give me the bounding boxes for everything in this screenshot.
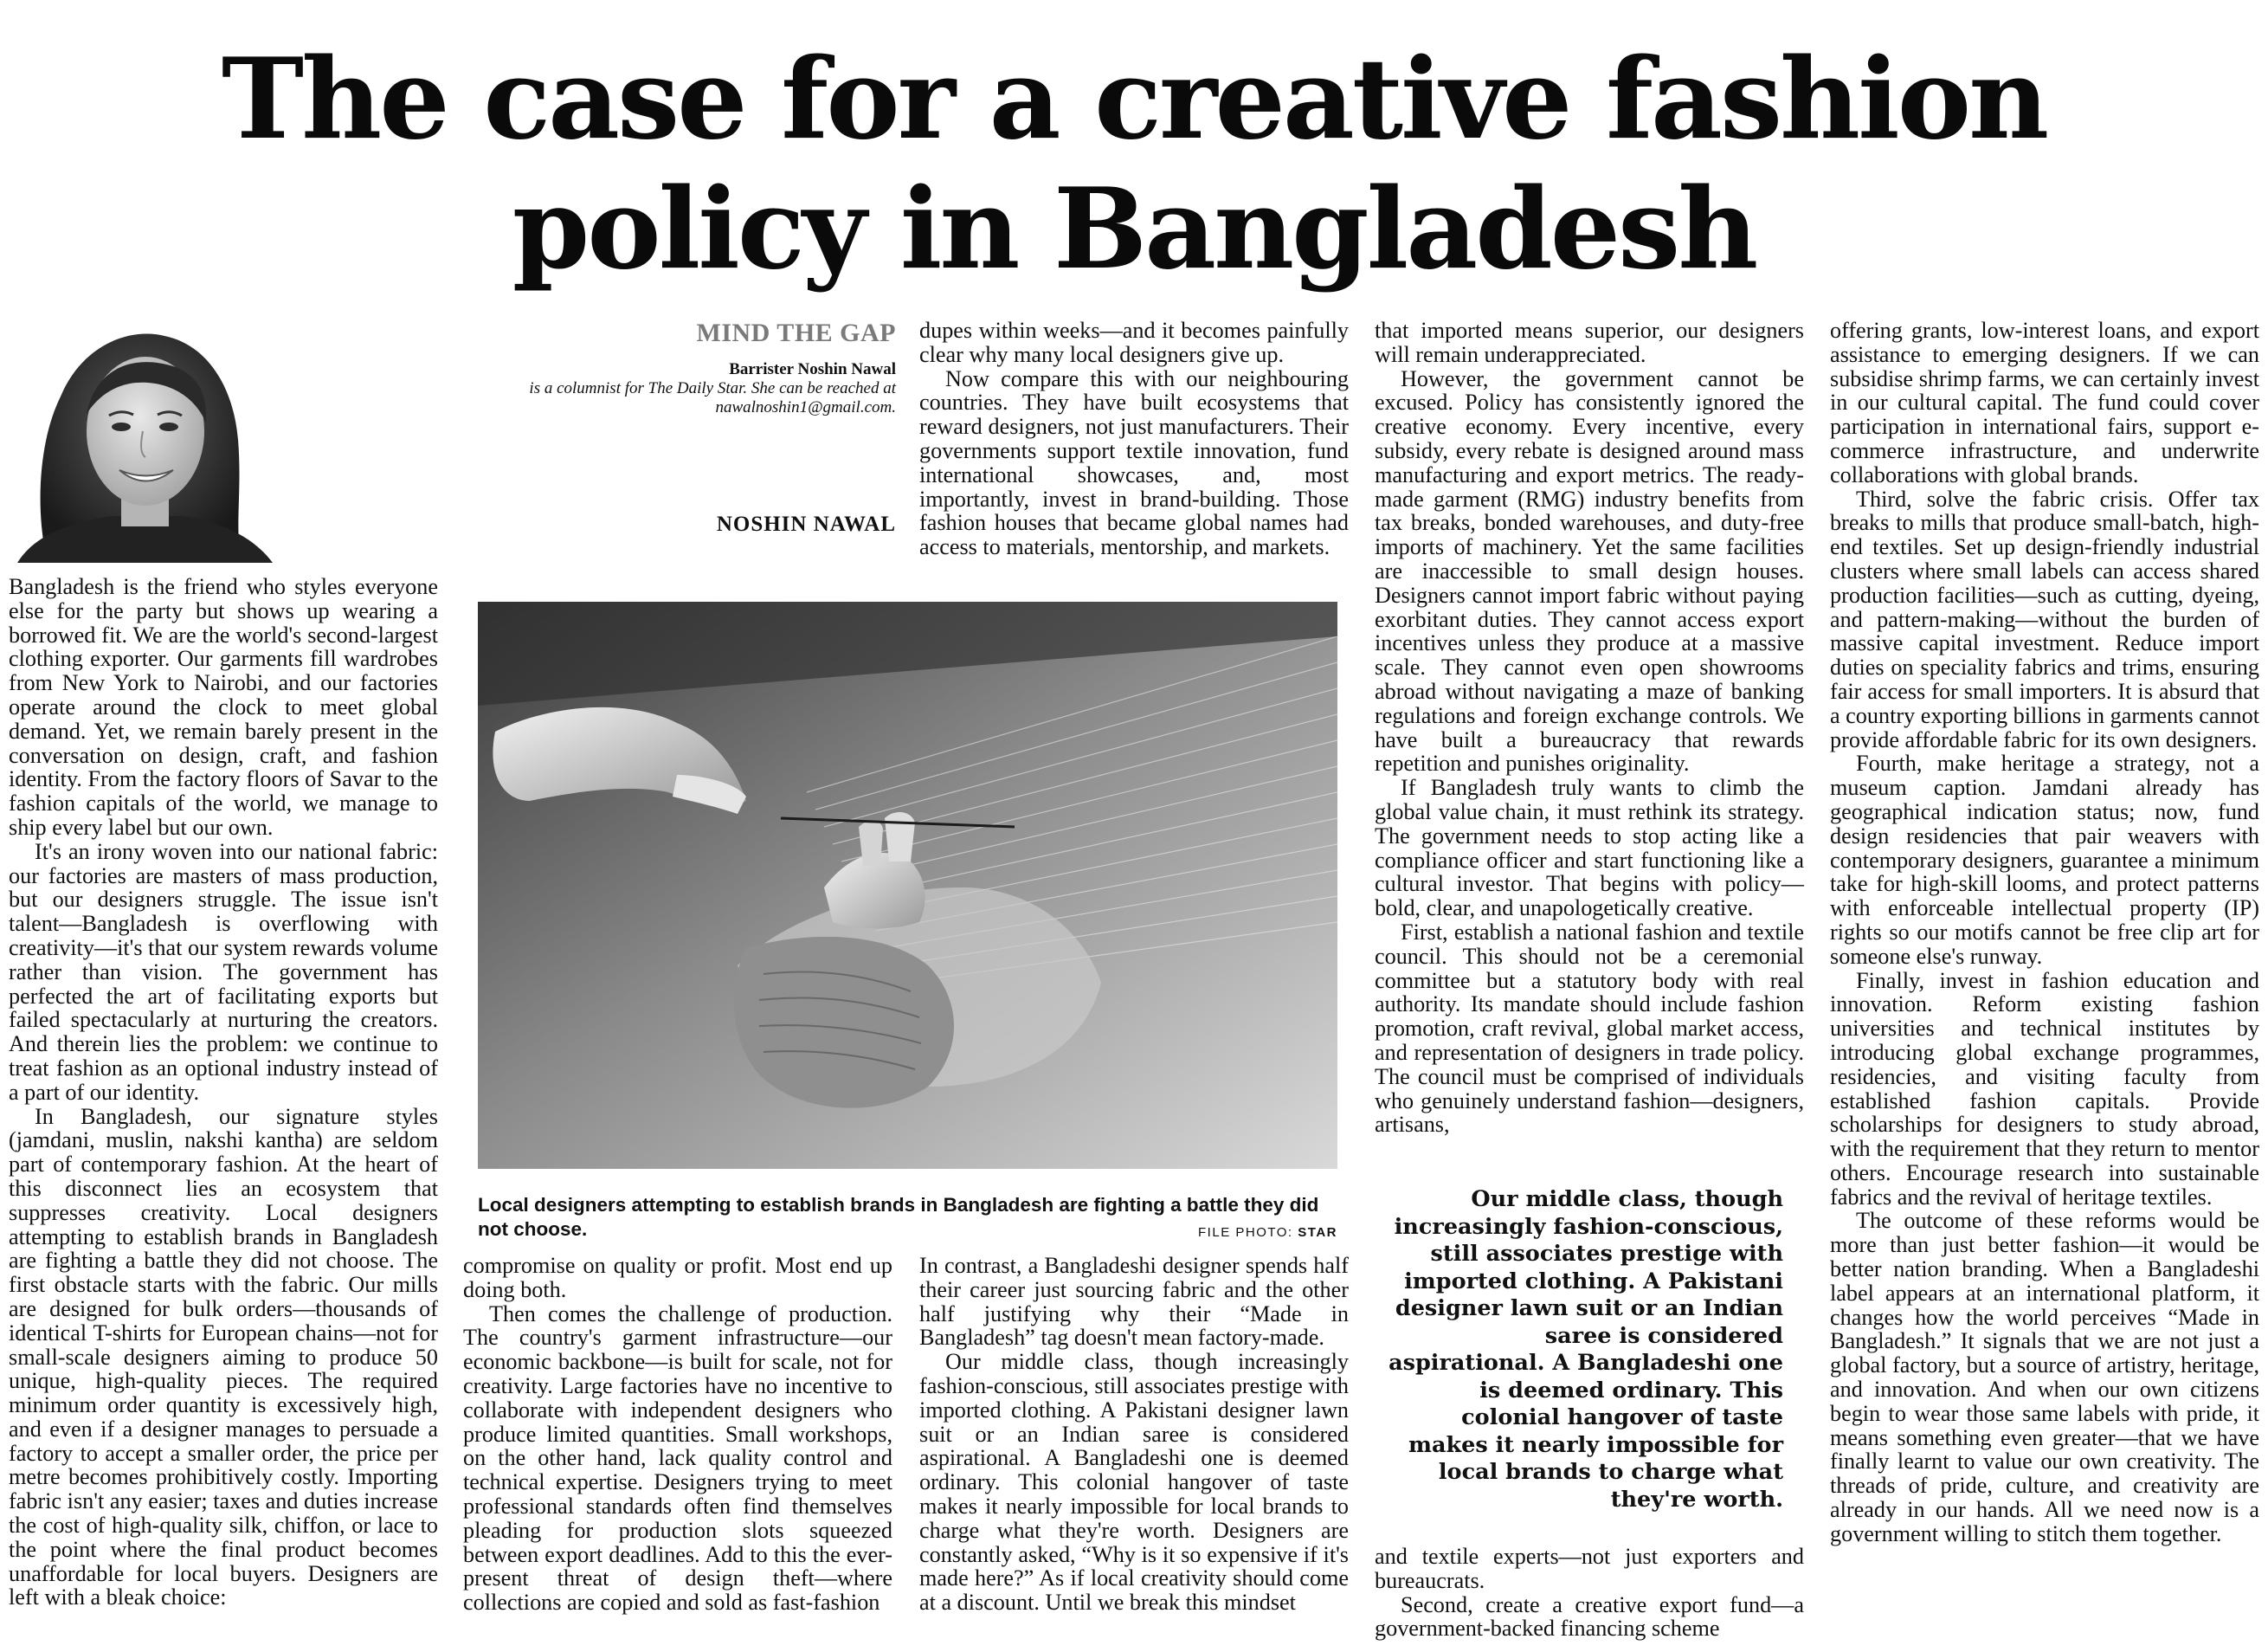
article-column-1 [9, 575, 438, 1610]
photo-caption: Local designers attempting to establish brands in Bangladesh are fighting a battle they did not choose. [478, 1194, 1319, 1240]
pull-quote: Our middle class, though increasingly fashion-conscious, still associates prestige with imported clothing. A Pakistani designer lawn suit or an Indian saree is considered aspirational. A Bangladeshi one is deemed ordinary. This colonial hangover of taste makes it nearly impossible for local brands to charge what they're worth. [1389, 1186, 1783, 1513]
article-column-4-bottom [1375, 1545, 1804, 1641]
paragraph: In Bangladesh, our signature styles (jamdani, muslin, nakshi kantha) are seldom part of contemporary fashion. At the heart of this disconnect lies an ecosystem that suppresses creativity. Local designers attempting to establish brands in Bangladesh are fighting a battle they did not choose. The first obstacle starts with the fabric. Our mills are designed for bulk orders—thousands of identical T-shirts for European chains—not for small-scale designers aiming to produce 50 unique, high-quality pieces. The required minimum order quantity is excessively high, and even if a designer manages to persuade a factory to accept a smaller order, the price per metre becomes prohibitively costly. Importing fabric isn't any easier; taxes and duties increase the cost of high-quality silk, chiffon, or lace to the point where the final product becomes unaffordable for local buyers. Designers are left with a bleak choice: [9, 1103, 438, 1610]
paragraph: Third, solve the fabric crisis. Offer tax breaks to mills that produce small-batch, high-end textiles. Set up design-friendly industrial clusters where small labels can access shared production facilities—such as cutting, dyeing, and pattern-making—without the burden of massive capital investment. Reduce import duties on speciality fabrics and trims, ensuring fair access for small importers. It is absurd that a country exporting billions in garments cannot provide affordable fabric for its own designers. [1830, 486, 2260, 752]
paragraph: The outcome of these reforms would be more than just better fashion—it would be better nation branding. When a Bangladeshi label appears at an international platform, it changes how the world perceives “Made in Bangladesh.” It signals that we are not just a global factory, but a source of artistry, heritage, and innovation. And when our own citizens begin to wear those same labels with pride, it means something even greater—that we have finally learnt to value our own creativity. The threads of pride, culture, and creativity are already in our hands. All we need now is a government willing to stitch them together. [1830, 1208, 2259, 1546]
paragraph: offering grants, low-interest loans, and export assistance to emerging designers. If we can subsidise shrimp farms, we can certainly invest in our cultural capital. The fund could cover participation in international fairs, support e-commerce infrastructure, and underwrite collaborations with global brands. [1830, 318, 2259, 487]
paragraph: Our middle class, though increasingly fashion-conscious, still associates prestige with imported clothing. A Pakistani designer lawn suit or an Indian saree is considered aspirational. A Bangladeshi one is deemed ordinary. This colonial hangover of taste makes it nearly impossible for local brands to charge what they're worth. Designers are constantly asked, “Why is it so expensive if it's made here?” As if local creativity should come at a discount. Until we break this mindset [919, 1349, 1349, 1616]
paragraph: First, establish a national fashion and textile council. This should not be a ceremonial committee but a statutory body with real authority. Its mandate should include fashion promotion, craft revival, global market access, and representation of designers in trade policy. The council must be comprised of individuals who genuinely understand fashion—designers, artisans, [1375, 919, 1804, 1138]
photo-credit [1186, 1225, 1337, 1240]
author-photo [0, 319, 286, 563]
byline-block [502, 319, 896, 537]
article-column-3-top [919, 319, 1349, 559]
paragraph: Bangladesh is the friend who styles everyone else for the party but shows up wearing a borrowed fit. We are the world's second-largest clothing exporter. Our garments fill wardrobes from New York to Nairobi, and our factories operate around the clock to meet global demand. Yet, we remain barely present in the conversation on design, craft, and fashion identity. From the factory floors of Savar to the fashion capitals of the world, we manage to ship every label but our own. [9, 574, 438, 840]
paragraph: However, the government cannot be excused. Policy has consistently ignored the creative economy. Every incentive, every subsidy, every rebate is designed around mass manufacturing and export metrics. The ready-made garment (RMG) industry benefits from tax breaks, bonded warehouses, and duty-free imports of machinery. Yet the same facilities are inaccessible to small design houses. Designers cannot import fabric without paying exorbitant duties. They cannot access export incentives unless they produce at a massive scale. They cannot even open showrooms abroad without navigating a maze of banking regulations and foreign exchange controls. We have built a bureaucracy that rewards repetition and punishes originality. [1375, 365, 1804, 777]
paragraph: Now compare this with our neighbouring countries. They have built ecosystems that reward designers, not just manufacturers. Their governments support textile innovation, fund international showcases, and, most importantly, invest in brand-building. Those fashion houses that became global names had access to materials, mentorship, and markets. [919, 365, 1349, 560]
article-column-4-top [1375, 319, 1804, 1137]
paragraph: and textile experts—not just exporters and bureaucrats. [1375, 1544, 1804, 1593]
photo-credit-source: STAR [1298, 1225, 1337, 1240]
loom-photo [478, 602, 1337, 1169]
paragraph: In contrast, a Bangladeshi designer spends half their career just sourcing fabric and the other half justifying why their “Made in Bangladesh” tag doesn't mean factory-made. [919, 1253, 1349, 1351]
article-column-3-bottom [919, 1254, 1349, 1615]
paragraph: It's an irony woven into our national fabric: our factories are masters of mass production, but our designers struggle. The issue isn't talent—Bangladesh is overflowing with creativity—it's that our system rewards volume rather than vision. The government has perfected the art of facilitating exports but failed spectacularly at nurturing the creators. And therein lies the problem: we continue to treat fashion as an optional industry instead of a part of our identity. [9, 838, 438, 1105]
article-column-5 [1830, 319, 2259, 1546]
paragraph: that imported means superior, our designers will remain underappreciated. [1375, 318, 1804, 367]
author-name: NOSHIN NAWAL [716, 513, 896, 536]
bio-text: is a columnist for The Daily Star. She can be reached at nawalnoshin1@gmail.com. [529, 379, 896, 416]
paragraph: Fourth, make heritage a strategy, not a museum caption. Jamdani already has geographical indication status; now, fund design residencies that pair weavers with contemporary designers, guarantee a minimum take for high-skill looms, and protect patterns with enforceable intellectual property (IP) rights so our motifs cannot be free clip art for someone else's runway. [1830, 751, 2259, 969]
column-kicker: MIND THE GAP [696, 319, 896, 347]
article-column-2 [463, 1254, 892, 1615]
paragraph: dupes within weeks—and it becomes painfully clear why many local designers give up. [919, 318, 1349, 367]
paragraph: compromise on quality or profit. Most end up doing both. [463, 1253, 892, 1302]
paragraph: If Bangladesh truly wants to climb the global value chain, it must rethink its strategy. The government needs to stop acting like a compliance officer and start functioning like a cultural investor. That begins with policy—bold, clear, and unapologetically creative. [1375, 775, 1804, 921]
headline: The case for a creative fashion policy in Bangladesh [221, 35, 2047, 294]
paragraph: Second, create a creative export fund—a government-backed financing scheme [1375, 1591, 1804, 1642]
bio-name: Barrister Noshin Nawal [729, 360, 896, 378]
photo-credit-prefix: FILE PHOTO: [1198, 1225, 1298, 1240]
paragraph: Finally, invest in fashion education and innovation. Reform existing fashion universities and technical institutes by introducing global exchange programmes, residencies, and visiting faculty from established fashion capitals. Provide scholarships for designers to study abroad, with the requirement that they return to mentor others. Encourage research into sustainable fabrics and the revival of heritage textiles. [1830, 967, 2259, 1210]
paragraph: Then comes the challenge of production. The country's garment infrastructure—our economic backbone—is built for scale, not for creativity. Large factories have no incentive to collaborate with independent designers who produce limited quantities. Small workshops, on the other hand, lack quality control and technical expertise. Designers trying to meet professional standards often find themselves pleading for production slots squeezed between export deadlines. Add to this the ever-present threat of design theft—where collections are copied and sold as fast-fashion [463, 1300, 892, 1616]
